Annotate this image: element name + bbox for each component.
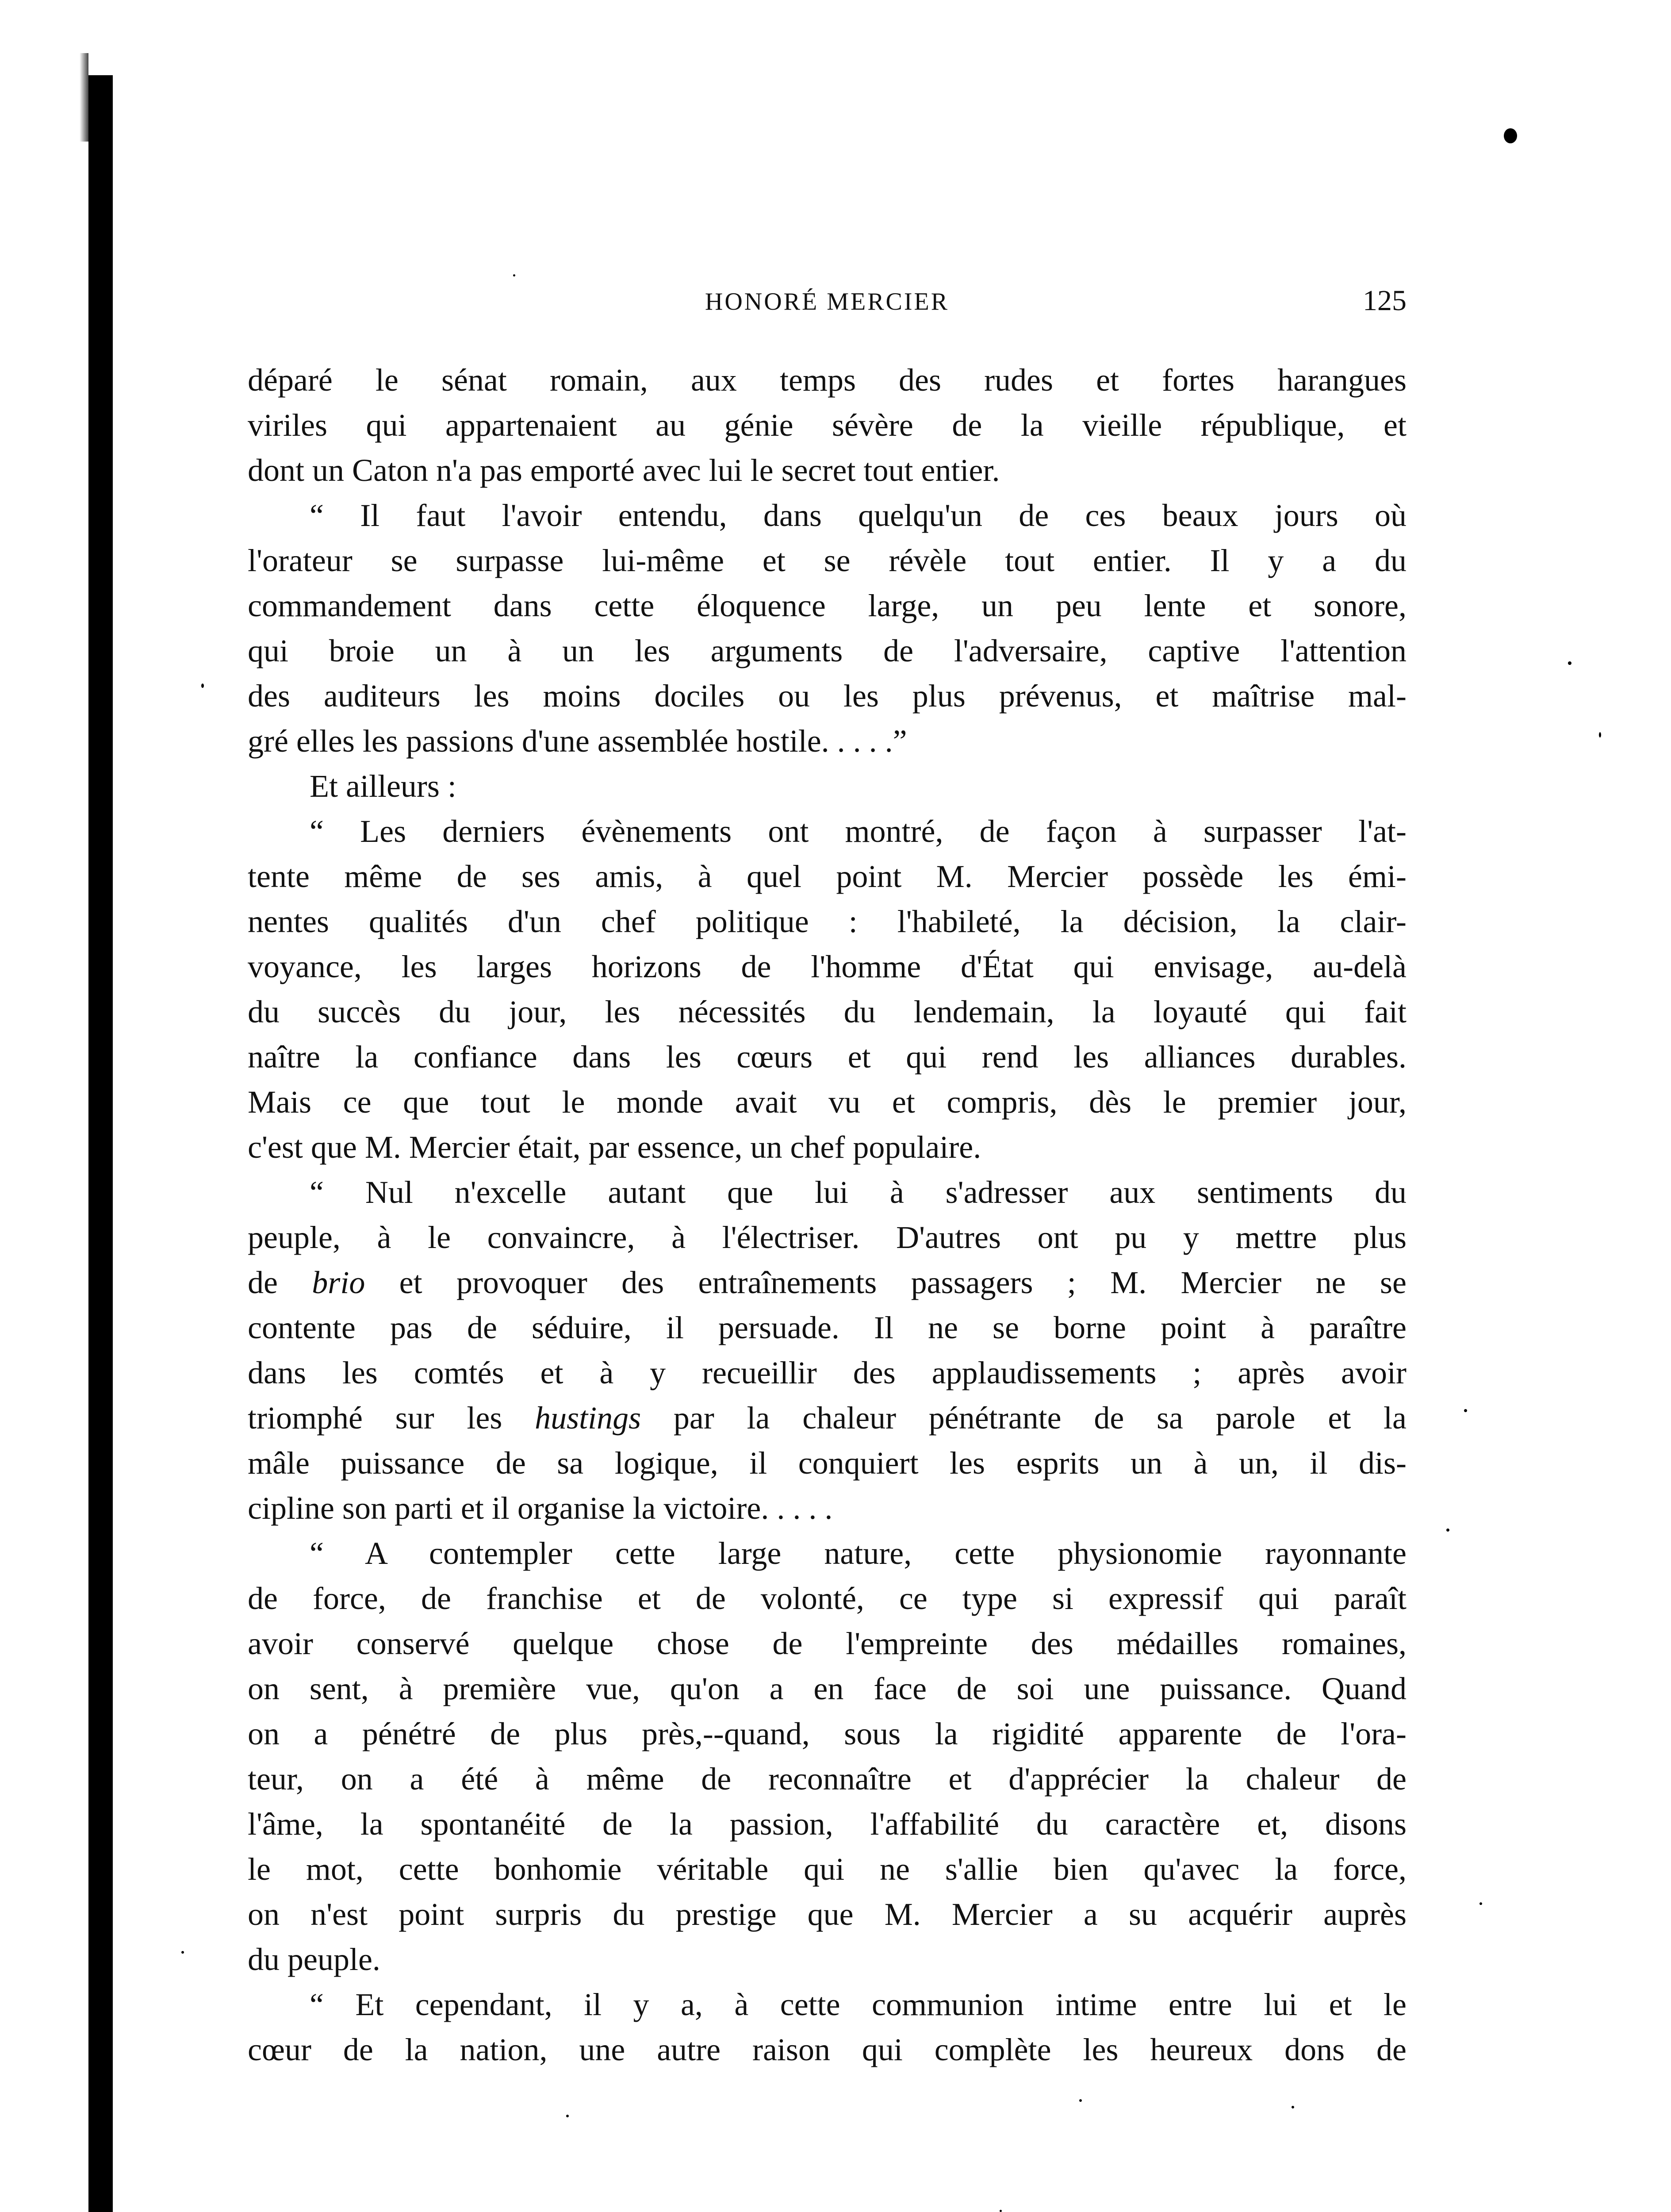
text-line: on sent, à première vue, qu'on a en face de soi une puissance. Quand <box>248 1671 1407 1706</box>
text-line: du succès du jour, les nécessités du lendemain, la loyauté qui fait <box>248 994 1407 1029</box>
text-line: dont un Caton n'a pas emporté avec lui le secret tout entier. <box>248 453 1000 488</box>
page-header <box>248 284 1407 327</box>
italic-word: hustings <box>535 1400 641 1436</box>
text-segment: triomphé sur les <box>248 1400 535 1436</box>
text-line: “ Et cependant, il y a, à cette communion intime entre lui et le <box>310 1987 1407 2022</box>
text-line: viriles qui appartenaient au génie sévère de la vieille république, et <box>248 407 1407 443</box>
text-line: “ Nul n'excelle autant que lui à s'adresser aux sentiments du <box>310 1175 1407 1210</box>
ink-speck <box>566 2115 569 2117</box>
text-line: cipline son parti et il organise la victoire. . . . . <box>248 1490 833 1526</box>
ink-speck <box>1446 1528 1449 1532</box>
text-line: le mot, cette bonhomie véritable qui ne s'allie bien qu'avec la force, <box>248 1851 1407 1887</box>
text-line: de force, de franchise et de volonté, ce type si expressif qui paraît <box>248 1581 1407 1616</box>
text-line: peuple, à le convaincre, à l'électriser. D'autres ont pu y mettre plus <box>248 1220 1407 1255</box>
text-line: des auditeurs les moins dociles ou les plus prévenus, et maîtrise mal- <box>248 678 1407 714</box>
text-line: tente même de ses amis, à quel point M. Mercier possède les émi- <box>248 859 1407 894</box>
text-line: contente pas de séduire, il persuade. Il ne se borne point à paraître <box>248 1310 1407 1345</box>
page-number: 125 <box>1363 284 1407 317</box>
text-line: “ Les derniers évènements ont montré, de façon à surpasser l'at- <box>310 814 1407 849</box>
text-segment: par la chaleur pénétrante de sa parole et la <box>641 1400 1407 1436</box>
text-line-with-italic <box>248 1395 1407 1440</box>
ink-speck <box>181 1951 184 1954</box>
text-line: teur, on a été à même de reconnaître et d'apprécier la chaleur de <box>248 1761 1407 1797</box>
running-head: HONORÉ MERCIER <box>705 288 950 315</box>
text-line: dans les comtés et à y recueillir des applaudissements ; après avoir <box>248 1355 1407 1390</box>
italic-word: brio <box>312 1265 365 1300</box>
text-line: du peuple. <box>248 1942 380 1977</box>
text-line: “ Il faut l'avoir entendu, dans quelqu'un de ces beaux jours où <box>310 498 1407 533</box>
text-line: cœur de la nation, une autre raison qui complète les heureux dons de <box>248 2032 1407 2067</box>
ink-speck <box>1079 2099 1082 2102</box>
text-segment: et provoquer des entraînements passagers ; M. Mercier ne se <box>365 1265 1407 1300</box>
text-line: “ A contempler cette large nature, cette physionomie rayonnante <box>310 1536 1407 1571</box>
text-line: qui broie un à un les arguments de l'adversaire, captive l'attention <box>248 633 1407 668</box>
ink-speck <box>1568 661 1571 665</box>
binding-edge-fade <box>80 53 88 142</box>
ink-speck <box>1464 1409 1467 1412</box>
text-line: déparé le sénat romain, aux temps des rudes et fortes harangues <box>248 362 1407 398</box>
text-line: avoir conservé quelque chose de l'empreinte des médailles romaines, <box>248 1626 1407 1661</box>
text-line: on n'est point surpris du prestige que M. Mercier a su acquérir auprès <box>248 1897 1407 1932</box>
text-line: nentes qualités d'un chef politique : l'habileté, la décision, la clair- <box>248 904 1407 939</box>
ink-speck <box>1000 2210 1002 2212</box>
ink-speck <box>1504 128 1517 143</box>
text-line: voyance, les larges horizons de l'homme d'État qui envisage, au-delà <box>248 949 1407 984</box>
text-line: naître la confiance dans les cœurs et qui rend les alliances durables. <box>248 1039 1407 1075</box>
text-line: commandement dans cette éloquence large, un peu lente et sonore, <box>248 588 1407 623</box>
ink-speck <box>201 684 204 688</box>
text-line: c'est que M. Mercier était, par essence, un chef populaire. <box>248 1129 981 1165</box>
text-line: mâle puissance de sa logique, il conquiert les esprits un à un, il dis- <box>248 1445 1407 1481</box>
text-line: l'orateur se surpasse lui-même et se révèle tout entier. Il y a du <box>248 543 1407 578</box>
text-line: Et ailleurs : <box>310 768 456 804</box>
text-line-with-italic <box>248 1260 1407 1305</box>
ink-speck <box>1479 1902 1482 1905</box>
ink-speck <box>1599 732 1601 737</box>
text-line: Mais ce que tout le monde avait vu et compris, dès le premier jour, <box>248 1084 1407 1120</box>
text-line: l'âme, la spontanéité de la passion, l'affabilité du caractère et, disons <box>248 1806 1407 1842</box>
ink-speck <box>1292 2106 1294 2108</box>
body-text <box>248 357 1407 2072</box>
ink-speck <box>513 274 515 276</box>
text-line: gré elles les passions d'une assemblée hostile. . . . .” <box>248 723 907 759</box>
text-segment: de <box>248 1265 312 1300</box>
text-line: on a pénétré de plus près,--quand, sous la rigidité apparente de l'ora- <box>248 1716 1407 1751</box>
page-binding-shadow <box>88 75 113 2212</box>
